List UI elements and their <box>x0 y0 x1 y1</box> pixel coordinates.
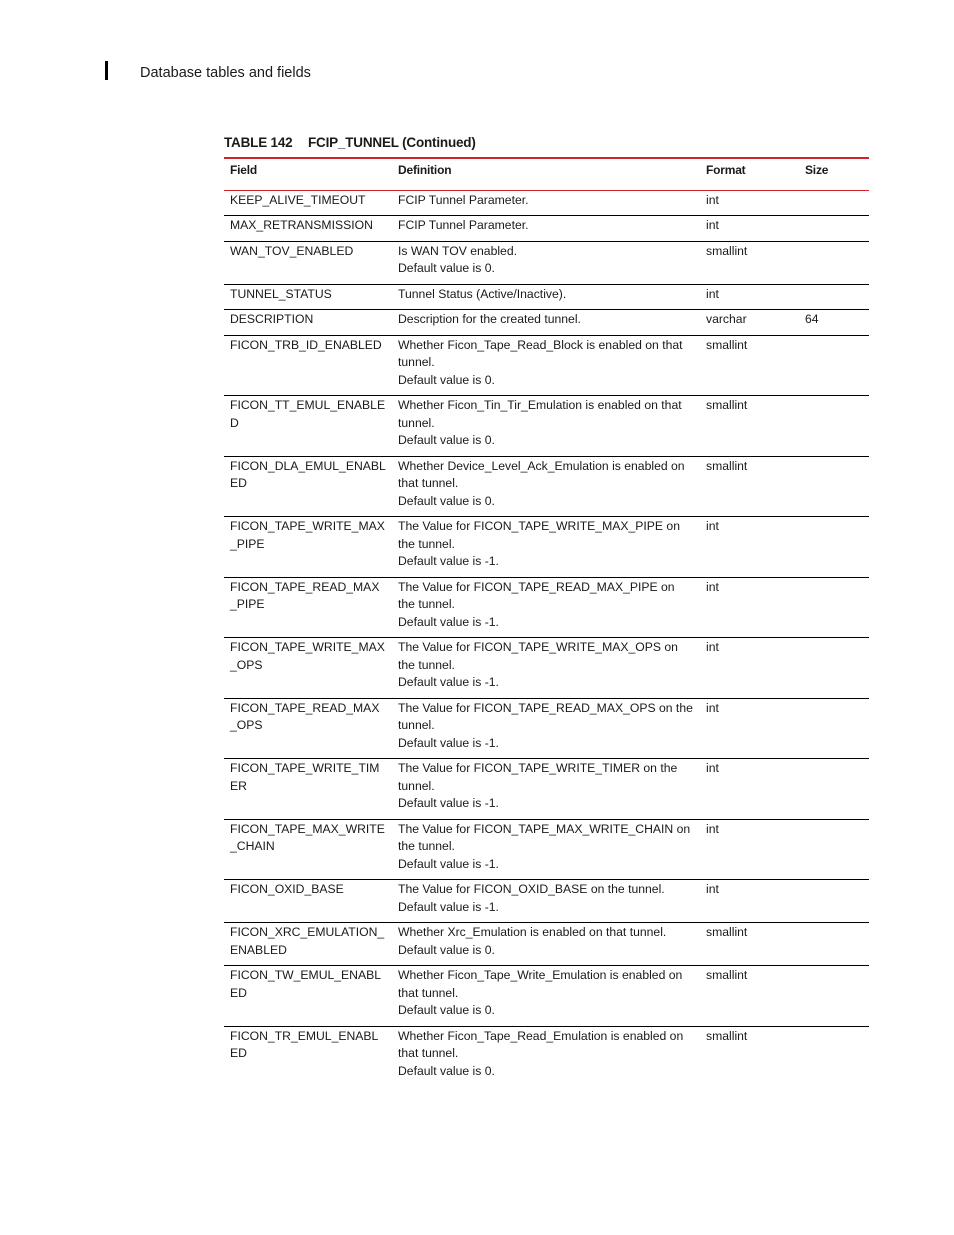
field-name-cell: FICON_TAPE_WRITE_MAX_OPS <box>230 640 385 672</box>
table-row <box>224 819 869 880</box>
field-name-cell: FICON_TAPE_READ_MAX_OPS <box>230 700 380 732</box>
size-cell <box>799 190 869 216</box>
definition-line: Tunnel Status (Active/Inactive). <box>398 286 567 301</box>
size-cell <box>799 923 869 966</box>
table-row <box>224 216 869 242</box>
format-cell: smallint <box>706 458 748 473</box>
size-cell <box>799 577 869 638</box>
fcip-tunnel-table-container <box>224 157 869 1086</box>
size-cell <box>799 966 869 1027</box>
definition-line: The Value for FICON_TAPE_WRITE_MAX_PIPE on the tunnel. <box>398 519 680 551</box>
definition-line: Description for the created tunnel. <box>398 312 581 326</box>
table-row <box>224 966 869 1027</box>
table-row <box>224 923 869 966</box>
definition-cell <box>392 216 700 242</box>
header-format: Format <box>706 163 746 177</box>
table-row <box>224 396 869 457</box>
definition-line: Whether Device_Level_Ack_Emulation is enabled on that tunnel. <box>398 458 685 490</box>
field-name-cell: FICON_TT_EMUL_ENABLED <box>230 398 386 430</box>
header-definition: Definition <box>398 163 452 177</box>
table-header-row <box>224 158 869 190</box>
table-caption <box>224 135 476 150</box>
definition-cell <box>392 190 700 216</box>
definition-line: Default value is 0. <box>398 1003 495 1017</box>
definition-line: Whether Ficon_Tape_Write_Emulation is enabled on that tunnel. <box>398 968 683 1000</box>
format-cell: int <box>706 519 719 533</box>
field-name-cell: FICON_TAPE_WRITE_TIMER <box>230 761 380 793</box>
definition-line: Default value is -1. <box>398 735 499 750</box>
definition-line: Default value is -1. <box>398 675 499 689</box>
table-row <box>224 880 869 923</box>
size-cell <box>799 216 869 242</box>
definition-line: Default value is 0. <box>398 433 495 447</box>
field-name-cell: FICON_TRB_ID_ENABLED <box>230 337 382 352</box>
fcip-tunnel-table <box>224 157 869 1086</box>
definition-cell <box>392 517 700 578</box>
table-row <box>224 241 869 284</box>
size-cell <box>799 880 869 923</box>
definition-cell <box>392 241 700 284</box>
table-row <box>224 335 869 396</box>
definition-line: Whether Ficon_Tape_Read_Emulation is enabled on that tunnel. <box>398 1028 684 1060</box>
definition-line: Default value is 0. <box>398 493 495 508</box>
size-cell <box>799 396 869 457</box>
header-field: Field <box>230 163 258 177</box>
definition-line: FCIP Tunnel Parameter. <box>398 192 529 207</box>
format-cell: int <box>706 286 719 301</box>
running-header: Database tables and fields <box>140 65 311 81</box>
format-cell: smallint <box>706 243 748 258</box>
definition-line: Default value is 0. <box>398 372 495 387</box>
field-name-cell: FICON_TR_EMUL_ENABLED <box>230 1028 379 1060</box>
format-cell: int <box>706 640 719 654</box>
table-number: TABLE 142 <box>224 135 293 150</box>
definition-cell <box>392 698 700 759</box>
field-name-cell: FICON_TW_EMUL_ENABLED <box>230 968 382 1000</box>
definition-line: The Value for FICON_TAPE_MAX_WRITE_CHAIN on the tunnel. <box>398 821 691 853</box>
format-cell: int <box>706 192 719 207</box>
table-row <box>224 1026 869 1086</box>
size-cell <box>799 698 869 759</box>
size-cell <box>799 759 869 820</box>
definition-cell <box>392 966 700 1027</box>
field-name-cell: KEEP_ALIVE_TIMEOUT <box>230 192 366 207</box>
field-name-cell: TUNNEL_STATUS <box>230 286 332 301</box>
field-name-cell: FICON_TAPE_READ_MAX_PIPE <box>230 579 380 611</box>
table-title: FCIP_TUNNEL (Continued) <box>308 135 476 150</box>
change-bar <box>105 61 108 80</box>
definition-cell <box>392 456 700 517</box>
field-name-cell: MAX_RETRANSMISSION <box>230 218 373 232</box>
definition-line: The Value for FICON_TAPE_READ_MAX_OPS on the tunnel. <box>398 700 693 732</box>
format-cell: smallint <box>706 398 748 412</box>
definition-line: The Value for FICON_TAPE_WRITE_TIMER on the tunnel. <box>398 761 678 793</box>
field-name-cell: FICON_TAPE_MAX_WRITE_CHAIN <box>230 821 385 853</box>
format-cell: int <box>706 218 719 232</box>
size-cell <box>799 1026 869 1086</box>
table-row <box>224 190 869 216</box>
size-cell <box>799 456 869 517</box>
field-name-cell: FICON_TAPE_WRITE_MAX_PIPE <box>230 519 385 551</box>
definition-line: Default value is 0. <box>398 942 495 957</box>
definition-cell <box>392 880 700 923</box>
definition-line: The Value for FICON_TAPE_WRITE_MAX_OPS on the tunnel. <box>398 640 678 672</box>
field-name-cell: FICON_OXID_BASE <box>230 882 344 896</box>
table-row <box>224 517 869 578</box>
table-body <box>224 190 869 1086</box>
size-cell <box>799 819 869 880</box>
format-cell: int <box>706 700 719 715</box>
definition-line: Default value is -1. <box>398 796 499 810</box>
definition-line: The Value for FICON_TAPE_READ_MAX_PIPE on the tunnel. <box>398 579 675 611</box>
table-row <box>224 638 869 699</box>
definition-cell <box>392 1026 700 1086</box>
definition-line: The Value for FICON_OXID_BASE on the tunnel. <box>398 882 665 896</box>
definition-line: Default value is -1. <box>398 856 499 871</box>
format-cell: smallint <box>706 1028 748 1043</box>
format-cell: smallint <box>706 925 748 939</box>
table-row <box>224 456 869 517</box>
definition-cell <box>392 310 700 336</box>
format-cell: varchar <box>706 312 747 326</box>
header-size: Size <box>805 163 829 177</box>
definition-line: Whether Ficon_Tape_Read_Block is enabled on that tunnel. <box>398 337 683 369</box>
format-cell: int <box>706 882 719 896</box>
definition-line: Whether Xrc_Emulation is enabled on that tunnel. <box>398 925 667 939</box>
size-cell <box>799 284 869 310</box>
format-cell: smallint <box>706 337 748 352</box>
definition-cell <box>392 759 700 820</box>
definition-line: Default value is 0. <box>398 261 495 275</box>
definition-cell <box>392 396 700 457</box>
table-row <box>224 284 869 310</box>
definition-line: Default value is -1. <box>398 614 499 629</box>
definition-line: FCIP Tunnel Parameter. <box>398 218 529 232</box>
definition-line: Default value is 0. <box>398 1063 495 1078</box>
format-cell: int <box>706 821 719 836</box>
definition-cell <box>392 819 700 880</box>
size-cell <box>799 335 869 396</box>
field-name-cell: WAN_TOV_ENABLED <box>230 243 354 258</box>
table-row <box>224 759 869 820</box>
field-name-cell: FICON_XRC_EMULATION_ENABLED <box>230 925 385 957</box>
table-row <box>224 698 869 759</box>
definition-cell <box>392 638 700 699</box>
size-cell <box>799 517 869 578</box>
field-name-cell: FICON_DLA_EMUL_ENABLED <box>230 458 386 490</box>
definition-cell <box>392 923 700 966</box>
field-name-cell: DESCRIPTION <box>230 312 314 326</box>
definition-line: Is WAN TOV enabled. <box>398 243 517 258</box>
format-cell: int <box>706 761 719 775</box>
definition-cell <box>392 335 700 396</box>
size-cell <box>799 638 869 699</box>
definition-line: Default value is -1. <box>398 554 499 568</box>
definition-cell <box>392 284 700 310</box>
definition-line: Whether Ficon_Tin_Tir_Emulation is enabled on that tunnel. <box>398 398 682 430</box>
format-cell: int <box>706 579 719 594</box>
size-cell: 64 <box>805 312 819 326</box>
format-cell: smallint <box>706 968 748 982</box>
definition-line: Default value is -1. <box>398 899 499 914</box>
definition-cell <box>392 577 700 638</box>
size-cell <box>799 241 869 284</box>
table-row <box>224 310 869 336</box>
table-row <box>224 577 869 638</box>
